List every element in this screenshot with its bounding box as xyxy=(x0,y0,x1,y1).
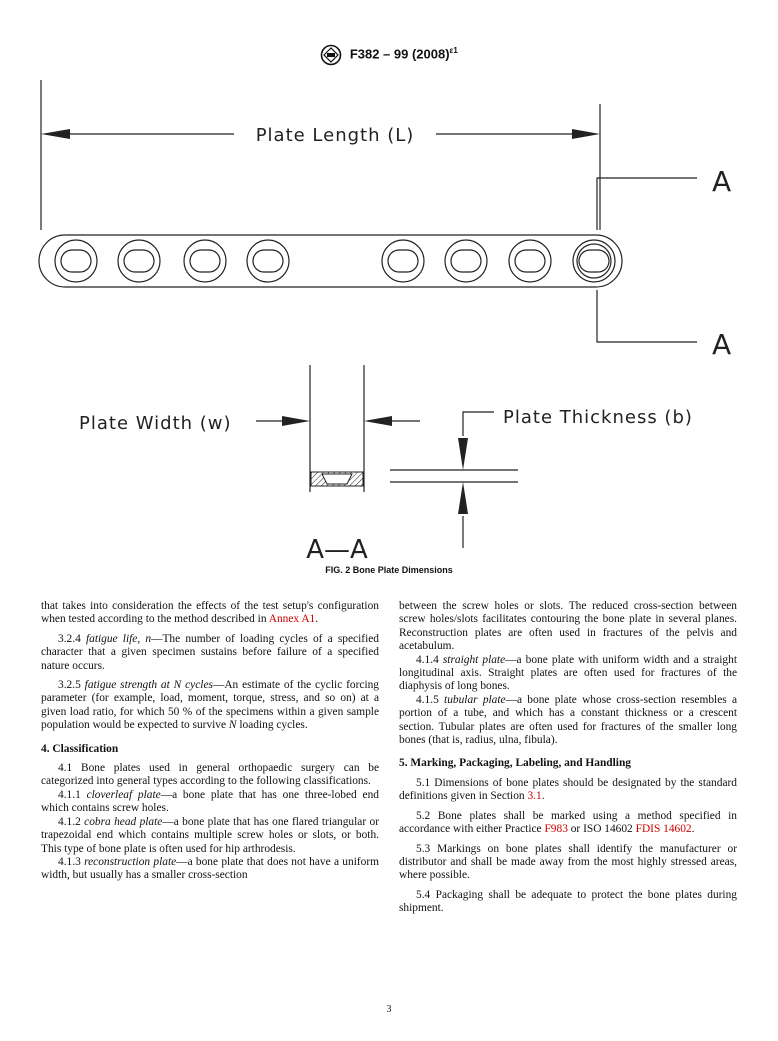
plate-width-label: Plate Width (w) xyxy=(79,413,232,434)
edition-superscript: ε1 xyxy=(449,46,458,56)
plate-length-label: Plate Length (L) xyxy=(255,125,415,146)
paragraph-3-2-5: 3.2.5 fatigue strength at N cycles—An estimate of the cyclic forcing parameter (for example, load, moment, torque, stress, and so on) at a given load ratio, for which 50 % of the specimens within a given sample population would be expected to survive N loading cycles. xyxy=(41,679,380,732)
figure-caption: FIG. 2 Bone Plate Dimensions xyxy=(325,565,453,575)
section-marker-top xyxy=(597,178,697,230)
paragraph-3-2-4: 3.2.4 fatigue life, n—The number of loading cycles of a specified character that a given specimen sustains before failure of a specified nature occurs. xyxy=(41,632,379,672)
screw-hole xyxy=(382,240,424,282)
bone-plate-outline xyxy=(39,235,622,287)
annex-a1-link[interactable]: Annex A1 xyxy=(268,613,316,626)
paragraph-4-1-2: 4.1.2 cobra head plate—a bone plate that has one flared triangular or trapezoidal end which contains multiple screw holes or slots, or both. This type of bone plate is often used for hip arthrodesis. xyxy=(41,815,379,855)
screw-hole xyxy=(445,240,487,282)
fdis-14602-link[interactable]: FDIS 14602 xyxy=(635,823,692,836)
paragraph-5-1: 5.1 Dimensions of bone plates should be designated by the standard definitions given in Section 3.1. xyxy=(399,776,737,803)
paragraph-4-1-3: 4.1.3 reconstruction plate—a bone plate that does not have a uniform width, but usually has a smaller cross-section xyxy=(41,855,379,882)
paragraph-4-1: 4.1 Bone plates used in general orthopaedic surgery can be categorized into general types according to the following classifications. xyxy=(41,762,379,788)
screw-hole xyxy=(184,240,226,282)
left-column xyxy=(41,600,379,883)
paragraph: that takes into consideration the effects of the test setup's configuration when tested according to the method described in Annex A1. xyxy=(41,600,379,626)
screw-hole xyxy=(55,240,97,282)
standard-designation: F382 – 99 (2008) xyxy=(349,46,450,62)
section-3-1-link[interactable]: 3.1 xyxy=(527,790,542,803)
section-marker-label-bottom: A xyxy=(712,328,732,361)
paragraph-4-1-5: 4.1.5 tubular plate—a bone plate whose cross-section resembles a portion of a tube, and which has a constant thickness or a crescent section. Tubular plates are often used for fractures of the smaller long bones (that is, radius, ulna, fibula). xyxy=(399,693,737,747)
section-marker-label-top: A xyxy=(712,165,732,198)
screw-hole xyxy=(118,240,160,282)
bone-plate-figure xyxy=(0,60,778,580)
paragraph-5-4: 5.4 Packaging shall be adequate to protect the bone plates during shipment. xyxy=(399,888,737,915)
screw-hole xyxy=(509,240,551,282)
plate-thickness-label: Plate Thickness (b) xyxy=(503,407,693,428)
paragraph-4-1-1: 4.1.1 cloverleaf plate—a bone plate that has one three-lobed end which contains screw holes. xyxy=(41,788,379,815)
section-heading-classification: 4. Classification xyxy=(41,742,119,755)
screw-hole xyxy=(573,240,615,282)
paragraph-5-3: 5.3 Markings on bone plates shall identify the manufacturer or distributor and shall be made away from the most highly stressed areas, where possible. xyxy=(399,842,737,882)
section-marker-bottom xyxy=(597,290,697,342)
right-column xyxy=(399,600,737,922)
paragraph: between the screw holes or slots. The reduced cross-section between screw holes/slots facilitates contouring the bone plate in several planes. Reconstruction plates are often used in fractures of the pelvis and acetabulum. xyxy=(399,600,737,653)
paragraph-5-2: 5.2 Bone plates shall be marked using a method specified in accordance with either Practice F983 or ISO 14602 FDIS 14602. xyxy=(399,809,737,836)
f983-link[interactable]: F983 xyxy=(544,823,568,836)
page-number: 3 xyxy=(386,1004,392,1015)
screw-hole xyxy=(247,240,289,282)
plate-cross-section xyxy=(311,472,363,486)
section-heading-marking: 5. Marking, Packaging, Labeling, and Handling xyxy=(399,757,631,770)
section-view-label: A—A xyxy=(306,535,368,565)
screw-holes xyxy=(55,240,615,282)
paragraph-4-1-4: 4.1.4 straight plate—a bone plate with uniform width and a straight longitudinal axis. Straight plates are often used for fractures of the diaphysis of long bones. xyxy=(399,653,737,693)
